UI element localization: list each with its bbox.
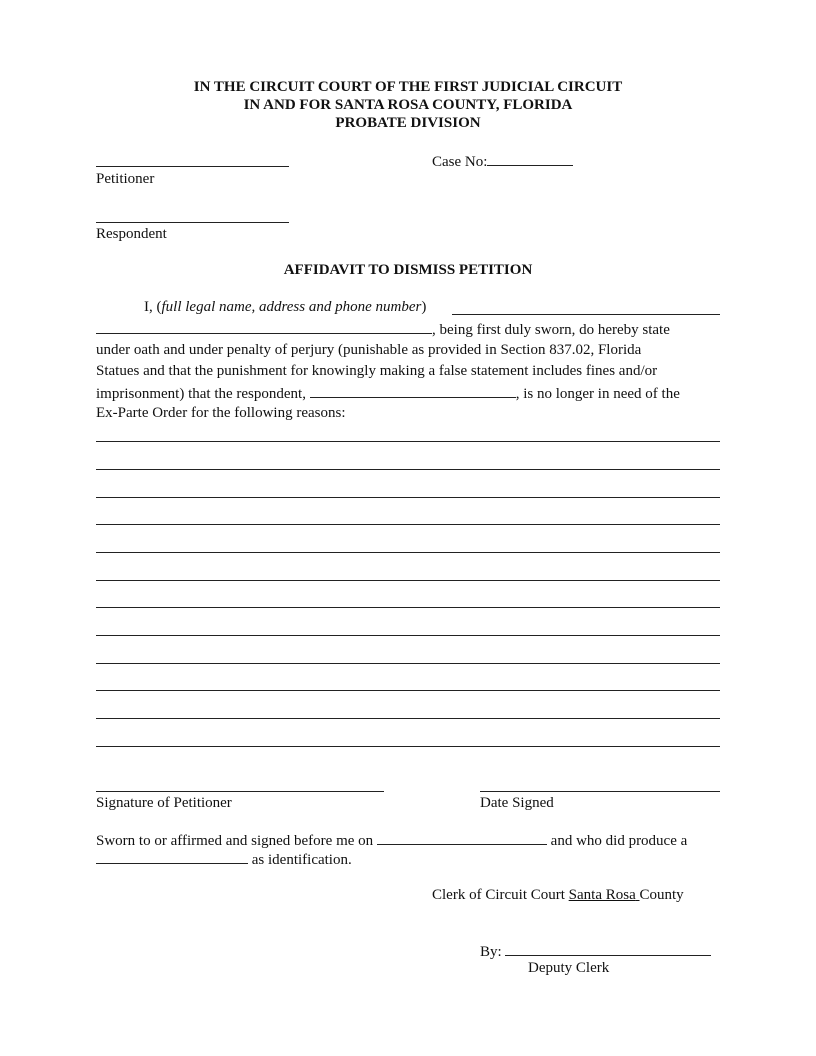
reason-line[interactable] (96, 718, 720, 719)
body-text: imprisonment) that the respondent, (96, 386, 306, 402)
sworn-line-1 (96, 830, 687, 850)
reason-line[interactable] (96, 469, 720, 470)
reason-line[interactable] (96, 524, 720, 525)
name-instruction: full legal name, address and phone number (161, 299, 422, 315)
respondent-name-blank[interactable] (310, 383, 516, 398)
court-header-line2: IN AND FOR SANTA ROSA COUNTY, FLORIDA (243, 97, 573, 113)
county-name: Santa Rosa (568, 887, 636, 903)
reason-line[interactable] (96, 635, 720, 636)
affiant-name-blank-2[interactable] (96, 319, 432, 334)
body-text: , is no longer in need of the (515, 386, 680, 402)
petitioner-blank[interactable] (96, 166, 289, 167)
body-line-3: under oath and under penalty of perjury (punishable as provided in Section 837.02, Florida (96, 342, 642, 358)
date-signed-blank[interactable] (480, 791, 720, 792)
body-text: Clerk of Circuit Court (432, 887, 565, 903)
document-title: AFFIDAVIT TO DISMISS PETITION (283, 262, 533, 278)
body-text: ) (421, 299, 427, 315)
body-line-1 (144, 298, 426, 316)
reason-line[interactable] (96, 441, 720, 442)
reason-line[interactable] (96, 746, 720, 747)
case-no-blank[interactable] (487, 151, 573, 166)
respondent-blank[interactable] (96, 222, 289, 223)
reason-line[interactable] (96, 690, 720, 691)
body-text: Sworn to or affirmed and signed before me on (96, 833, 374, 849)
deputy-clerk-signature-blank[interactable] (505, 941, 711, 956)
body-line-6: Ex-Parte Order for the following reasons: (96, 405, 346, 421)
court-header-line1: IN THE CIRCUIT COURT OF THE FIRST JUDICIAL CIRCUIT (193, 79, 623, 95)
respondent-label: Respondent (96, 226, 167, 242)
sworn-date-blank[interactable] (377, 830, 547, 845)
reason-line[interactable] (96, 663, 720, 664)
court-header-line3: PROBATE DIVISION (335, 115, 481, 131)
body-text: as identification. (251, 852, 352, 868)
body-text: I, ( (144, 299, 162, 315)
reason-line[interactable] (96, 580, 720, 581)
by-line (480, 941, 711, 961)
deputy-clerk-label: Deputy Clerk (528, 960, 610, 976)
clerk-line (432, 886, 684, 904)
date-signed-label: Date Signed (480, 795, 554, 811)
affiant-name-blank-1[interactable] (452, 314, 720, 315)
petitioner-signature-blank[interactable] (96, 791, 384, 792)
case-no-label: Case No: (432, 154, 488, 170)
body-text: County (639, 887, 684, 903)
reason-line[interactable] (96, 552, 720, 553)
identification-blank[interactable] (96, 849, 248, 864)
petitioner-label: Petitioner (96, 171, 155, 187)
by-label: By: (480, 944, 502, 960)
sworn-line-2 (96, 849, 352, 869)
body-text: , being first duly sworn, do hereby state (432, 322, 670, 338)
petitioner-signature-label: Signature of Petitioner (96, 795, 232, 811)
body-line-2 (96, 319, 670, 339)
reason-line[interactable] (96, 497, 720, 498)
body-text: and who did produce a (550, 833, 688, 849)
reason-line[interactable] (96, 607, 720, 608)
body-line-4: Statues and that the punishment for knowingly making a false statement includes fines and/or (96, 363, 658, 379)
case-no-field (432, 151, 573, 171)
body-line-5 (96, 383, 680, 403)
